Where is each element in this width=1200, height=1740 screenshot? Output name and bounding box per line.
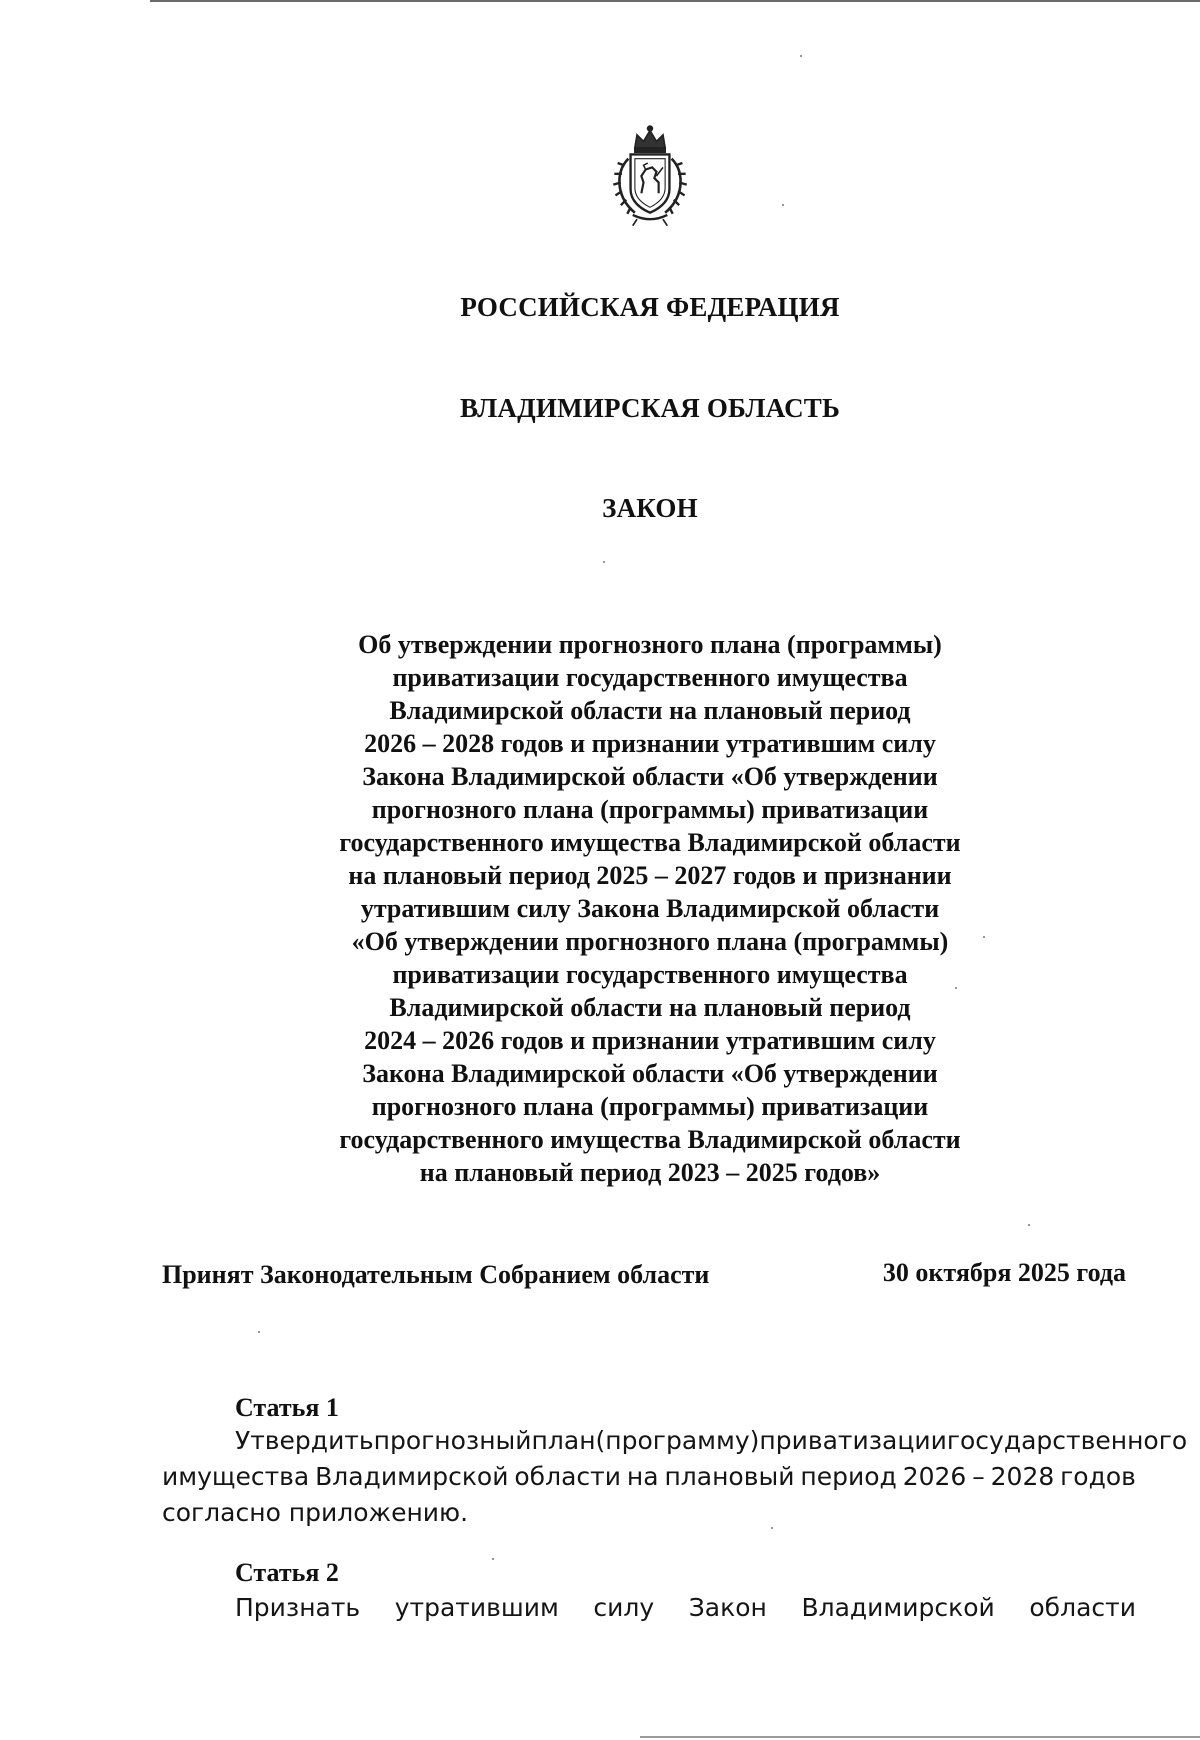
scan-speck (492, 1558, 494, 1560)
word: годов (1060, 1462, 1136, 1491)
scan-speck (782, 204, 784, 206)
scan-speck (603, 561, 605, 563)
law-title-line: 2026 – 2028 годов и признании утратившим силу (364, 729, 936, 758)
article-1-line: согласно приложению. (162, 1498, 469, 1527)
word: Владимирской (315, 1462, 509, 1491)
law-title-line: Об утверждении прогнозного плана (программы) (358, 630, 942, 659)
law-title-line: на плановый период 2025 – 2027 годов и признании (348, 861, 952, 890)
word: 2026 (902, 1462, 967, 1491)
article-1-line (162, 1423, 1188, 1459)
article-1-title: Статья 1 (235, 1393, 339, 1422)
law-title-line: приватизации государственного имущества (392, 663, 908, 692)
scan-edge-top (150, 0, 1200, 2)
document-type-heading: ЗАКОН (602, 493, 698, 523)
article-2-line (235, 1590, 1136, 1626)
scan-edge-bottom (640, 1736, 1200, 1738)
article-1-text (162, 1423, 1188, 1531)
law-title-line: на плановый период 2023 – 2025 годов» (419, 1158, 881, 1187)
scan-speck (258, 1331, 260, 1333)
adoption-label: Принят Законодательным Собранием области (162, 1260, 710, 1289)
word: имущества (162, 1462, 310, 1491)
scan-speck (1028, 1224, 1030, 1226)
word: области (1029, 1593, 1136, 1622)
word: (программу) (595, 1426, 760, 1455)
law-title-line: утратившим силу Закона Владимирской области (360, 894, 940, 923)
word: утратившим (394, 1593, 559, 1622)
law-title-line: государственного имущества Владимирской области (339, 828, 961, 857)
coat-of-arms-icon (596, 122, 704, 230)
country-heading: РОССИЙСКАЯ ФЕДЕРАЦИЯ (460, 292, 840, 322)
law-title-line: прогнозного плана (программы) приватизации (371, 795, 929, 824)
article-2-text (235, 1590, 1136, 1626)
law-title-line: Владимирской области на плановый период (389, 993, 911, 1022)
article-2-title: Статья 2 (235, 1558, 339, 1587)
law-title-line: приватизации государственного имущества (392, 960, 908, 989)
law-title-line: Владимирской области на плановый период (389, 696, 911, 725)
law-title-line: государственного имущества Владимирской области (339, 1125, 961, 1154)
region-heading: ВЛАДИМИРСКАЯ ОБЛАСТЬ (459, 393, 841, 423)
scan-speck (800, 55, 802, 57)
word: – (972, 1462, 985, 1491)
word: государственного (946, 1426, 1188, 1455)
article-1-line (162, 1459, 1136, 1495)
word: на (626, 1462, 659, 1491)
scan-speck (955, 987, 957, 989)
word: план (531, 1426, 596, 1455)
adoption-date: 30 октября 2025 года (882, 1258, 1126, 1287)
law-title (300, 628, 1000, 1189)
word: области (514, 1462, 621, 1491)
word: Владимирской (801, 1593, 995, 1622)
scan-speck (771, 1527, 773, 1529)
law-title-line: Закона Владимирской области «Об утверждении (362, 1059, 938, 1088)
word: силу (593, 1593, 655, 1622)
law-title-line: «Об утверждении прогнозного плана (программы) (351, 927, 949, 956)
word: период (800, 1462, 897, 1491)
word: плановый (664, 1462, 795, 1491)
word: приватизации (759, 1426, 947, 1455)
law-title-line: прогнозного плана (программы) приватизации (371, 1092, 929, 1121)
law-title-line: 2024 – 2026 годов и признании утратившим силу (364, 1026, 936, 1055)
scan-speck (983, 936, 985, 938)
word: прогнозный (373, 1426, 532, 1455)
word: Признать (235, 1593, 361, 1622)
word: Утвердить (235, 1426, 374, 1455)
law-title-line: Закона Владимирской области «Об утверждении (362, 762, 938, 791)
word: Закон (688, 1593, 767, 1622)
word: 2028 (990, 1462, 1055, 1491)
